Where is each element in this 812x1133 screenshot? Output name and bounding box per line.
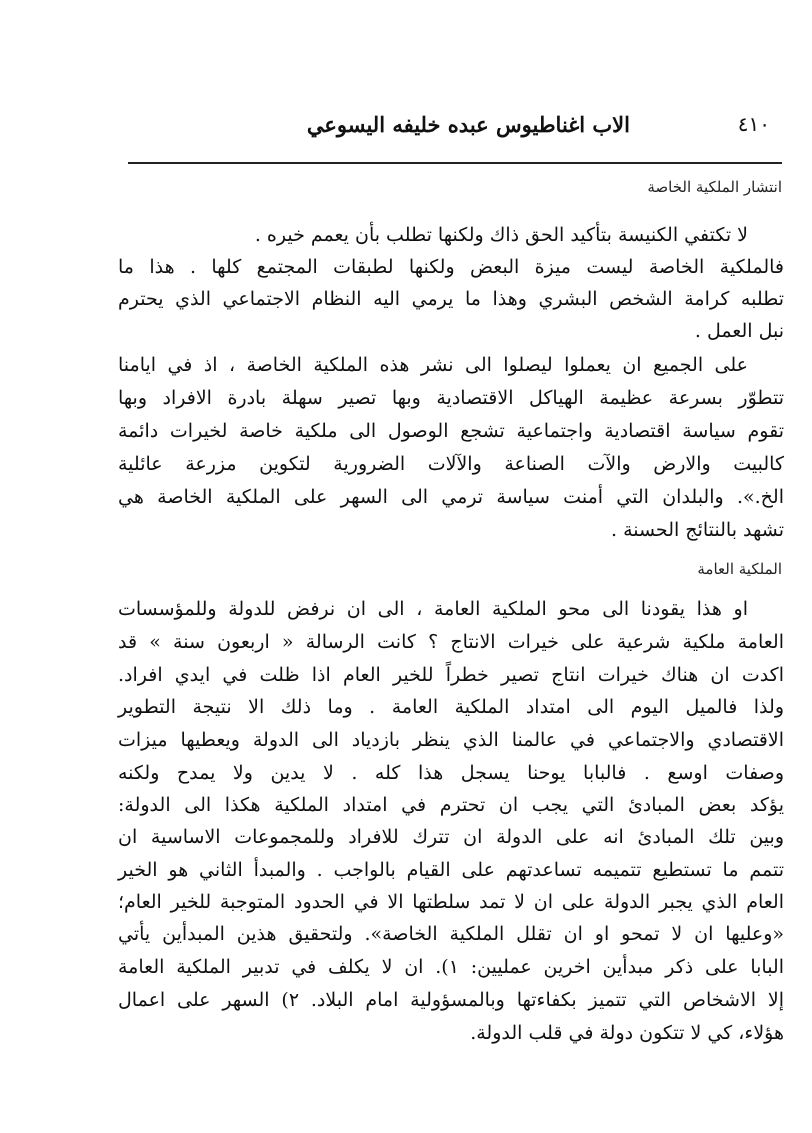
text-line: تطلبه كرامة الشخص البشري وهذا ما يرمي اليه النظام الاجتماعي الذي يحترم xyxy=(118,288,784,310)
text-line: العامة ملكية شرعية على خيرات الانتاج ؟ كانت الرسالة « اربعون سنة » قد xyxy=(118,631,784,653)
text-line: لا تكتفي الكنيسة بتأكيد الحق ذاك ولكنها تطلب بأن يعمم خيره . xyxy=(254,224,748,246)
text-line: نبل العمل . xyxy=(694,320,784,342)
header-rule xyxy=(128,162,782,164)
text-line: او هذا يقودنا الى محو الملكية العامة ، الى ان نرفض للدولة وللمؤسسات xyxy=(118,598,748,620)
text-line: تشهد بالنتائج الحسنة . xyxy=(610,519,784,541)
text-line: هؤلاء، كي لا تتكون دولة في قلب الدولة. xyxy=(470,1022,784,1044)
text-line: الخ.». والبلدان التي أمنت سياسة ترمي الى السهر على الملكية الخاصة هي xyxy=(118,486,784,508)
text-line: كالبيت والارض والآت الصناعة والآلات الضرورية لتكوين مزرعة عائلية xyxy=(118,453,784,475)
text-line: العام الذي يجبر الدولة على ان لا تمد سلطتها الا في الحدود المتوجبة للخير العام؛ xyxy=(118,891,784,913)
text-line: «وعليها ان لا تمحو او ان تقلل الملكية الخاصة». ولتحقيق هذين المبدأين يأتي xyxy=(118,923,784,945)
text-line: على الجميع ان يعملوا ليصلوا الى نشر هذه الملكية الخاصة ، اذ في ايامنا xyxy=(118,354,748,376)
text-line: تتطوّر بسرعة عظيمة الهياكل الاقتصادية وبها تصير سهلة بادرة الافراد وبها xyxy=(118,387,784,409)
page-header xyxy=(130,112,780,146)
text-line: وصفات اوسع . فالبابا يوحنا يسجل هذا كله . لا يدين ولا يمدح ولكنه xyxy=(118,762,784,784)
text-line: الاقتصادي والاجتماعي في عالمنا الذي ينظر بازدياد الى الدولة ويعطيها ميزات xyxy=(118,729,784,751)
text-line: إلا الاشخاص التي تتميز بكفاءتها وبالمسؤولية امام البلاد. ٢) السهر على اعمال xyxy=(118,989,784,1011)
text-line: ولذا فالميل اليوم الى امتداد الملكية العامة . وما ذلك الا نتيجة التطوير xyxy=(118,696,784,718)
running-title: الاب اغناطيوس عبده خليفه اليسوعي xyxy=(306,112,630,137)
section-subtitle-public-property: الملكية العامة xyxy=(697,560,782,578)
text-line: وبين تلك المبادئ انه على الدولة ان تترك للافراد وللمجموعات الاساسية ان xyxy=(118,826,784,848)
text-line: البابا على ذكر مبدأين اخرين عمليين: ١). ان لا يكلف في تدبير الملكية العامة xyxy=(118,956,784,978)
text-line: فالملكية الخاصة ليست ميزة البعض ولكنها لطبقات المجتمع كلها . هذا ما xyxy=(118,256,784,278)
page-number: ٤١٠ xyxy=(737,112,770,136)
text-line: تتمم ما تستطيع تتميمه تساعدتهم على القيام بالواجب . والمبدأ الثاني هو الخير xyxy=(118,859,784,881)
section-subtitle-private-property: انتشار الملكية الخاصة xyxy=(647,178,782,196)
text-line: يؤكد بعض المبادئ التي يجب ان تحترم في امتداد الملكية هكذا الى الدولة: xyxy=(118,794,784,816)
text-line: اكدت ان هناك خيرات انتاج تصير خطراً للخير العام اذا ظلت في ايدي افراد. xyxy=(118,664,784,686)
text-line: تقوم سياسة اقتصادية واجتماعية تشجع الوصول الى ملكية خاصة لخيرات دائمة xyxy=(118,420,784,442)
